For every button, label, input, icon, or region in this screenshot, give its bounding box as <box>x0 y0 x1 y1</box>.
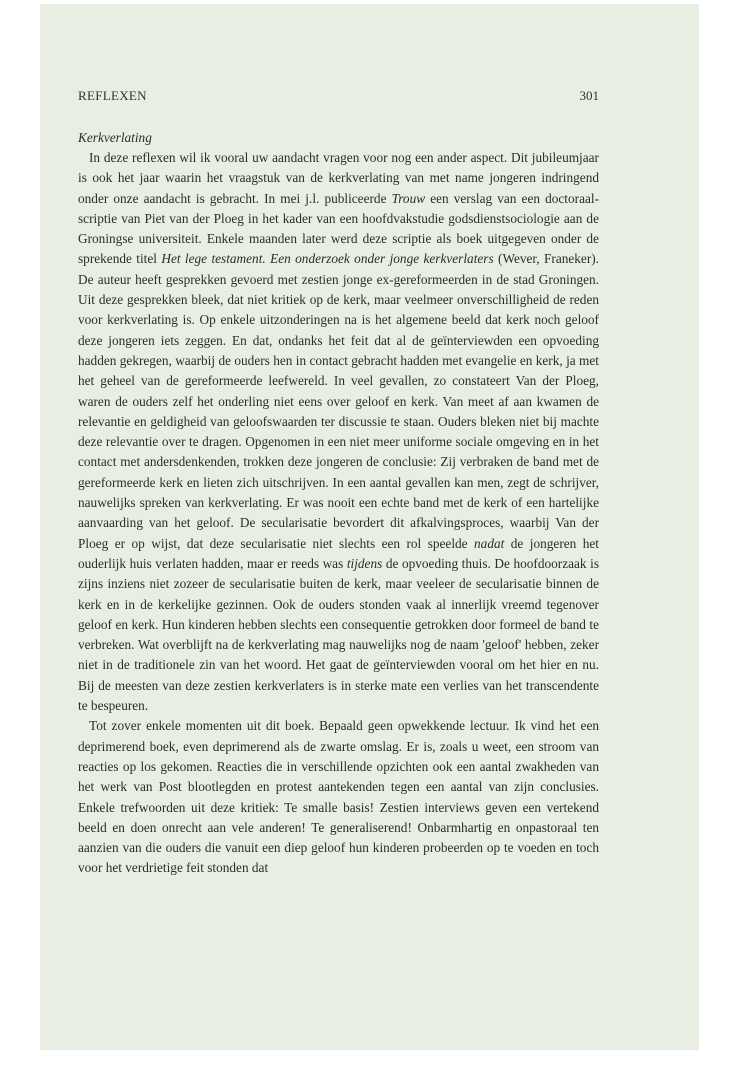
italic-run: Het lege testament. Een onderzoek onder jonge kerkverlaters <box>161 251 494 267</box>
italic-run: Trouw <box>391 190 426 206</box>
text-run: (Wever, Franeker). De auteur heeft gesprekken gevoerd met zestien jonge ex-gereformeerden in de stad Groningen. Uit deze gesprekken bleek, dat niet kritiek op de kerk, maar veelmeer onverschilligheid de reden voor kerkverlating is. Op enkele uitzonderingen na is het algemene beeld dat kerk noch geloof deze jongeren iets zeggen. En dat, ondanks het feit dat al de geïnterviewden een opvoeding hadden gekregen, waarbij de ouders hen in contact gebracht hadden met evangelie en kerk, ja met het geheel van de gereformeerde leefwereld. In veel gevallen, zo constateert Van der Ploeg, waren de ouders zelf het onderling niet eens over geloof en kerk. Van meet af aan kwamen de relevantie en geldigheid van geloofswaarden ter discussie te staan. Ouders bleken niet bij machte deze relevantie over te dragen. Opgenomen in een niet meer uniforme sociale omgeving en in het contact met andersdenkenden, trokken deze jongeren de conclusie: Zij verbraken de band met de gereformeerde kerk en lieten zich uitschrijven. In een aantal gevallen kan men, zegt de schrijver, nauwelijks spreken van kerkverlating. Er was nooit een echte band met de kerk of een hartelijke aanvaarding van het geloof. De secularisatie bevordert dit afkalvingsproces, waarbij Van der Ploeg er op wijst, dat deze secularisatie niet slechts een rol speelde <box>78 251 600 551</box>
page-number: 301 <box>579 88 599 103</box>
article-body <box>78 128 599 879</box>
page-header <box>78 88 599 104</box>
section-title: Kerkverlating <box>78 130 152 145</box>
italic-run: nadat <box>474 535 505 551</box>
text-run: de jongeren het ouderlijk huis verlaten hadden, maar er reeds was <box>78 535 599 571</box>
text-run: een verslag van een doctoraal-scriptie van Piet van der Ploeg in het kader van een hoofdvakstudie godsdienstsociologie aan de Groningse universiteit. Enkele maanden later werd deze scriptie als boek uitgegeven onder de sprekende titel <box>78 190 599 267</box>
text-run: In deze reflexen wil ik vooral uw aandacht vragen voor nog een ander aspect. Dit jubileumjaar is ook het jaar waarin het vraagstuk van de kerkverlating van met name jongeren indringend onder onze aandacht is gebracht. In mei j.l. publiceerde <box>78 150 599 206</box>
paragraph-2: Tot zover enkele momenten uit dit boek. Bepaald geen opwekkende lectuur. Ik vind het een deprimerend boek, even deprimerend als de zwarte omslag. Er is, zoals u weet, een stroom van reacties op los gekomen. Reacties die in verschillende opzichten ook een aantal zwakheden van het werk van Post blootlegden en protest aantekenden tegen een aantal van zijn conclusies. Enkele trefwoorden uit deze kritiek: Te smalle basis! Zestien interviews geven een vertekend beeld en doen onrecht aan vele anderen! Te generaliserend! Onbarmhartig en onpastoraal ten aanzien van die ouders die vanuit een diep geloof hun kinderen probeerden op te voeden en toch voor het verdrietige feit stonden dat <box>78 718 599 876</box>
text-run: de opvoeding thuis. De hoofdoorzaak is zijns inziens niet zozeer de secularisatie buiten de kerk, maar veeleer de secularisatie binnen de kerk en in de kerkelijke gezinnen. Ook de ouders stonden vaak al innerlijk vreemd tegenover geloof en kerk. Hun kinderen hebben slechts een consequentie getrokken door formeel de band te verbreken. Wat overblijft na de kerkverlating mag nauwelijks nog de naam 'geloof' hebben, zeker niet in de traditionele zin van het woord. Het gaat de geïnterviewden vooral om het hier en nu. Bij de meesten van deze zestien kerkverlaters is in sterke mate een verlies van het transcendente te bespeuren. <box>78 555 599 714</box>
running-head: REFLEXEN <box>78 88 147 103</box>
italic-run: tijdens <box>346 555 383 571</box>
paragraph-1 <box>78 148 599 716</box>
